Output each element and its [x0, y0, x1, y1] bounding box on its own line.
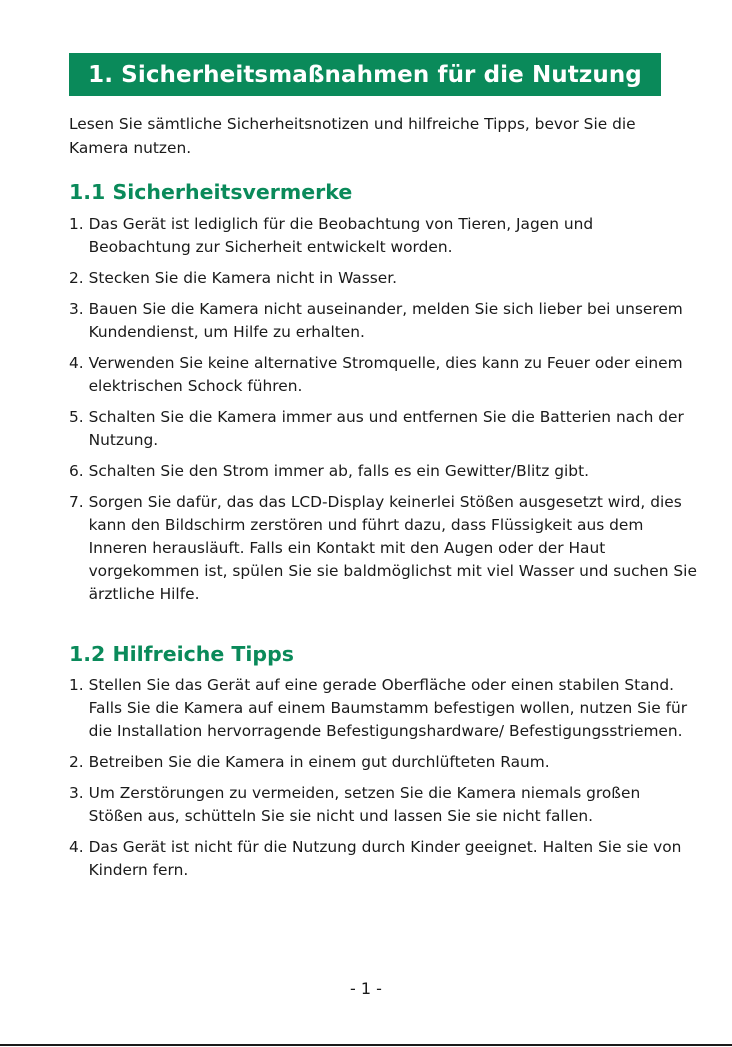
list-item-number: 5.	[69, 408, 89, 426]
list-item-text: Verwenden Sie keine alternative Stromquelle, dies kann zu Feuer oder einem elektrischen Schock führen.	[88, 354, 683, 395]
list-item-number: 1.	[69, 676, 89, 694]
list-item-number: 3.	[69, 300, 89, 318]
list-item-text: Schalten Sie die Kamera immer aus und entfernen Sie die Batterien nach der Nutzung.	[88, 408, 684, 449]
section-heading-safety: 1.1 Sicherheitsvermerke	[69, 180, 353, 204]
list-item-number: 4.	[69, 838, 89, 856]
list-item-text: Um Zerstörungen zu vermeiden, setzen Sie die Kamera niemals großen Stößen aus, schütteln Sie sie nicht und lassen Sie sie nicht fallen.	[88, 784, 641, 825]
list-item	[69, 751, 699, 774]
intro-paragraph: Lesen Sie sämtliche Sicherheitsnotizen und hilfreiche Tipps, bevor Sie die Kamera nutzen.	[69, 115, 636, 157]
list-item-number: 2.	[69, 753, 89, 771]
list-item	[69, 674, 699, 743]
list-item-text: Das Gerät ist lediglich für die Beobachtung von Tieren, Jagen und Beobachtung zur Sicherheit entwickelt worden.	[88, 215, 594, 256]
list-item	[69, 352, 699, 398]
list-item	[69, 213, 699, 259]
list-item	[69, 298, 699, 344]
list-item-text: Bauen Sie die Kamera nicht auseinander, melden Sie sich lieber bei unserem Kundendienst, um Hilfe zu erhalten.	[88, 300, 683, 341]
page-title: 1. Sicherheitsmaßnahmen für die Nutzung	[88, 61, 642, 88]
list-item-text: Sorgen Sie dafür, das das LCD-Display keinerlei Stößen ausgesetzt wird, dies kann den Bildschirm zerstören und führt dazu, dass Flüssigkeit aus dem Inneren herausläuft. Falls ein Kontakt mit den Augen oder der Haut vorgekommen ist, spülen Sie sie baldmöglichst mit viel Wasser und suchen Sie ärztliche Hilfe.	[88, 493, 697, 603]
list-item-number: 2.	[69, 269, 89, 287]
bottom-divider	[0, 1044, 732, 1046]
title-banner	[69, 53, 661, 96]
list-item-text: Schalten Sie den Strom immer ab, falls es ein Gewitter/Blitz gibt.	[88, 462, 589, 480]
safety-notes-list	[69, 213, 699, 614]
list-item	[69, 782, 699, 828]
list-item-number: 1.	[69, 215, 89, 233]
list-item-number: 6.	[69, 462, 89, 480]
list-item-number: 3.	[69, 784, 89, 802]
list-item-text: Das Gerät ist nicht für die Nutzung durch Kinder geeignet. Halten Sie sie von Kindern fern.	[88, 838, 682, 879]
list-item-number: 7.	[69, 493, 89, 511]
list-item-text: Betreiben Sie die Kamera in einem gut durchlüfteten Raum.	[88, 753, 550, 771]
helpful-tips-list	[69, 674, 699, 890]
list-item-text: Stellen Sie das Gerät auf eine gerade Oberfläche oder einen stabilen Stand. Falls Sie die Kamera auf einem Baumstamm befestigen wollen, nutzen Sie für die Installation hervorragende Befestigungshardware/ Befestigungsstriemen.	[88, 676, 688, 740]
list-item-number: 4.	[69, 354, 89, 372]
list-item	[69, 406, 699, 452]
list-item	[69, 267, 699, 290]
list-item-text: Stecken Sie die Kamera nicht in Wasser.	[88, 269, 398, 287]
section-heading-tips: 1.2 Hilfreiche Tipps	[69, 642, 294, 666]
list-item	[69, 460, 699, 483]
list-item	[69, 836, 699, 882]
page-number: - 1 -	[350, 979, 382, 998]
list-item	[69, 491, 699, 606]
